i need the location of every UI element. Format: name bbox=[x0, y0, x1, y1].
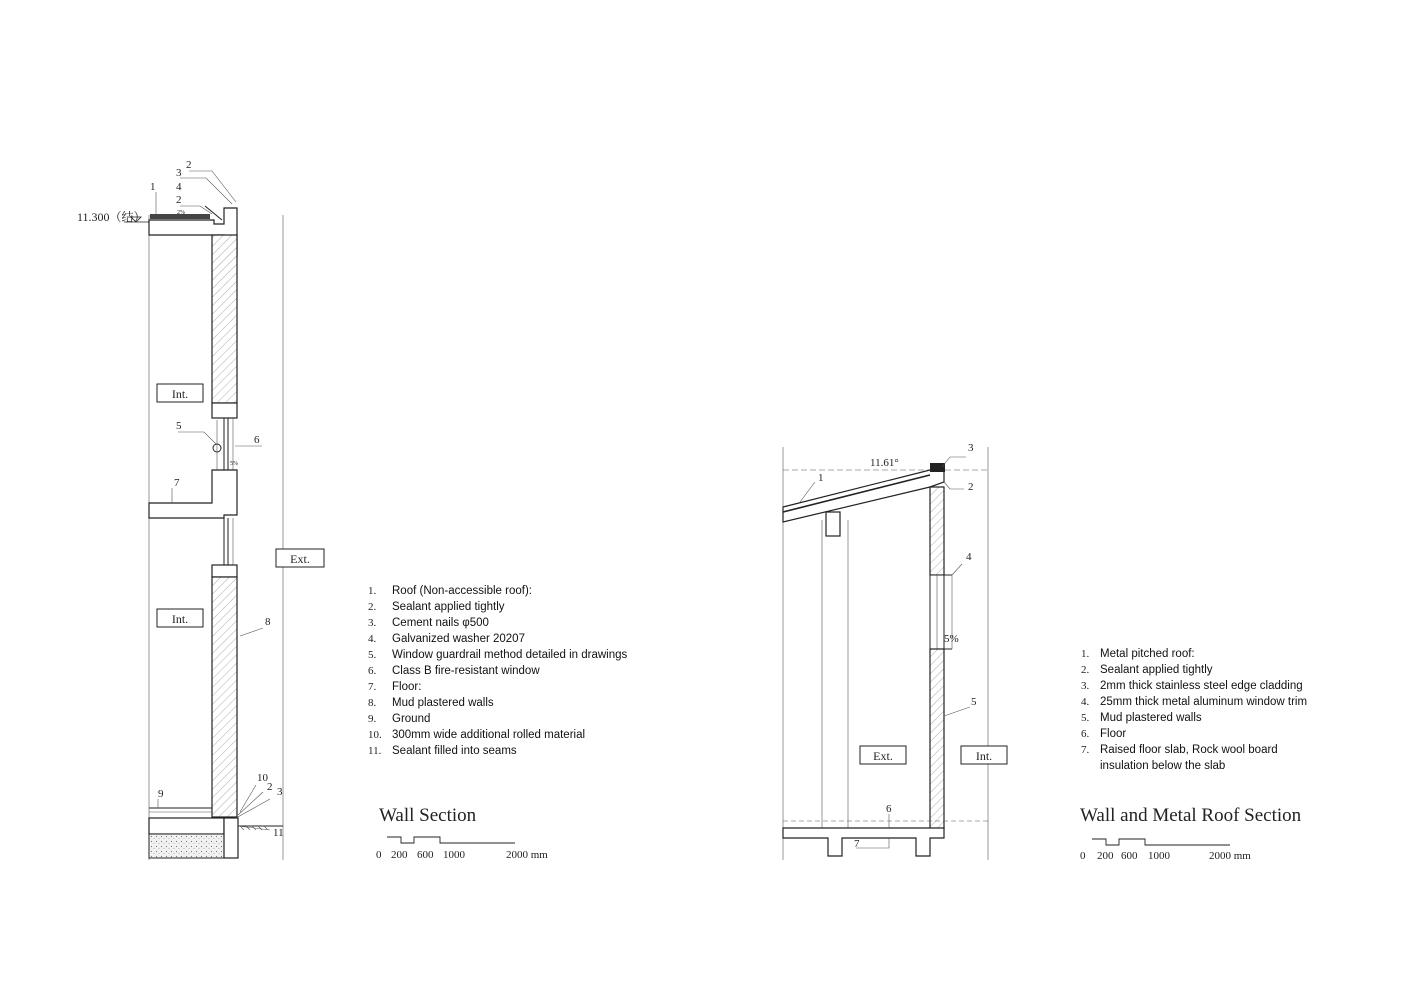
callout-6: 6 bbox=[254, 434, 260, 446]
legend-num: 10. bbox=[368, 729, 382, 741]
legend-num: 1. bbox=[1081, 648, 1090, 660]
legend-num: 3. bbox=[1081, 680, 1090, 692]
wall-scale-tick: 1000 bbox=[443, 849, 465, 861]
roof-callout-6: 6 bbox=[886, 803, 892, 815]
legend-text-continuation: insulation below the slab bbox=[1100, 760, 1226, 772]
legend-text: Sealant filled into seams bbox=[392, 745, 517, 757]
callout-2-top: 2 bbox=[186, 159, 192, 171]
legend-text: Mud plastered walls bbox=[392, 697, 494, 709]
roof-scale-tick: 0 bbox=[1080, 850, 1086, 862]
legend-text: Cement nails φ500 bbox=[392, 617, 489, 629]
gravel-bed bbox=[149, 834, 224, 858]
legend-text: 25mm thick metal aluminum window trim bbox=[1100, 696, 1308, 708]
legend-text: 300mm wide additional rolled material bbox=[392, 729, 586, 741]
legend-text: Raised floor slab, Rock wool board bbox=[1100, 744, 1278, 756]
roof-callout-4: 4 bbox=[966, 551, 972, 563]
elevation-label: 11.300（结） bbox=[77, 210, 146, 224]
legend-text: Metal pitched roof: bbox=[1100, 648, 1195, 660]
roof-section-title: Wall and Metal Roof Section bbox=[1080, 805, 1302, 826]
wall-scale-tick: 200 bbox=[391, 849, 408, 861]
roof-upper-wall bbox=[930, 487, 944, 575]
lower-window bbox=[224, 518, 233, 565]
upper-wall bbox=[212, 235, 237, 403]
legend-text: Sealant applied tightly bbox=[392, 601, 505, 613]
intermediate-floor-slab bbox=[149, 470, 237, 518]
legend-num: 7. bbox=[1081, 744, 1090, 756]
legend-num: 9. bbox=[368, 713, 377, 725]
wall-section-title: Wall Section bbox=[379, 805, 477, 826]
edge-cladding bbox=[930, 463, 945, 472]
legend-num: 11. bbox=[368, 745, 382, 757]
callout-9: 9 bbox=[158, 788, 164, 800]
callout-10: 10 bbox=[257, 772, 268, 784]
legend-text: 2mm thick stainless steel edge cladding bbox=[1100, 680, 1303, 692]
legend-text: Class B fire-resistant window bbox=[392, 665, 540, 677]
roof-angle-label: 11.61° bbox=[870, 457, 899, 469]
wall-scale-tick: 600 bbox=[417, 849, 434, 861]
wall-section-legend bbox=[368, 585, 627, 757]
callout-7: 7 bbox=[174, 477, 180, 489]
callout-4: 4 bbox=[176, 181, 182, 193]
legend-num: 5. bbox=[368, 649, 377, 661]
callout-2-bottom: 2 bbox=[267, 781, 273, 793]
roof-callout-5: 5 bbox=[971, 696, 977, 708]
legend-num: 6. bbox=[368, 665, 377, 677]
legend-text: Galvanized washer 20207 bbox=[392, 633, 525, 645]
roof-scale-tick: 1000 bbox=[1148, 850, 1170, 862]
roof-lower-wall bbox=[930, 649, 944, 829]
legend-text: Roof (Non-accessible roof): bbox=[392, 585, 532, 597]
legend-num: 5. bbox=[1081, 712, 1090, 724]
legend-num: 2. bbox=[1081, 664, 1090, 676]
ground-slab bbox=[149, 818, 224, 834]
wall-scale-tick: 2000 mm bbox=[506, 849, 548, 861]
roof-ext-label: Ext. bbox=[873, 749, 893, 763]
ext-label: Ext. bbox=[290, 552, 310, 566]
legend-text: Mud plastered walls bbox=[1100, 712, 1202, 724]
legend-num: 3. bbox=[368, 617, 377, 629]
legend-text: Window guardrail method detailed in drawings bbox=[392, 649, 628, 661]
callout-3-top: 3 bbox=[176, 167, 182, 179]
legend-text: Floor bbox=[1100, 728, 1127, 740]
roof-callout-3: 3 bbox=[968, 442, 974, 454]
callout-11: 11 bbox=[273, 827, 284, 839]
lower-wall bbox=[212, 577, 237, 817]
legend-text: Ground bbox=[392, 713, 431, 725]
legend-num: 4. bbox=[368, 633, 377, 645]
upper-lintel bbox=[212, 403, 237, 418]
legend-num: 1. bbox=[368, 585, 377, 597]
callout-1: 1 bbox=[150, 181, 156, 193]
roof-callout-2: 2 bbox=[968, 481, 974, 493]
roof-slope-mark: 2% bbox=[177, 210, 185, 216]
legend-text: Sealant applied tightly bbox=[1100, 664, 1213, 676]
roof-callout-7: 7 bbox=[854, 838, 860, 850]
wall-scale-bar bbox=[387, 837, 515, 843]
roof-scale-tick: 200 bbox=[1097, 850, 1114, 862]
roof-metal-sheet bbox=[783, 475, 930, 512]
legend-num: 4. bbox=[1081, 696, 1090, 708]
legend-num: 2. bbox=[368, 601, 377, 613]
callout-8: 8 bbox=[265, 616, 271, 628]
legend-num: 7. bbox=[368, 681, 377, 693]
roof-purlin bbox=[826, 512, 840, 536]
legend-text: Floor: bbox=[392, 681, 422, 693]
legend-num: 8. bbox=[368, 697, 377, 709]
int-label-lower: Int. bbox=[171, 612, 189, 626]
roof-section-drawing bbox=[783, 442, 1007, 860]
foundation-footing bbox=[224, 818, 238, 858]
roof-int-label: Int. bbox=[975, 749, 993, 763]
raised-floor-slab bbox=[783, 828, 944, 856]
callout-2-mid: 2 bbox=[176, 194, 182, 206]
sill-slope-mark: 5% bbox=[230, 461, 238, 467]
wall-section-drawing bbox=[77, 159, 324, 860]
int-label-upper: Int. bbox=[171, 387, 189, 401]
roof-scale-bar bbox=[1092, 839, 1230, 845]
roof-callout-1: 1 bbox=[818, 472, 824, 484]
roof-section-legend bbox=[1081, 648, 1307, 772]
lower-lintel bbox=[212, 565, 237, 577]
roof-scale-tick: 2000 mm bbox=[1209, 850, 1251, 862]
sill-slope-label: 5% bbox=[944, 633, 959, 645]
callout-5: 5 bbox=[176, 420, 182, 432]
roof-scale-tick: 600 bbox=[1121, 850, 1138, 862]
legend-num: 6. bbox=[1081, 728, 1090, 740]
wall-scale-tick: 0 bbox=[376, 849, 382, 861]
callout-3-bottom: 3 bbox=[277, 786, 283, 798]
